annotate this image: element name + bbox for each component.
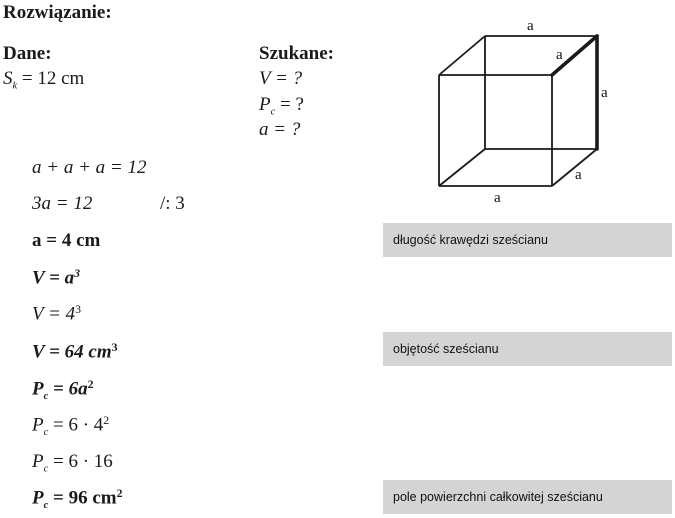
surface-result-rest: = 96 cm <box>48 487 117 509</box>
surface-sub-sub: c <box>43 427 49 439</box>
given-sk <box>3 68 84 92</box>
volume-sub-exp: 3 <box>75 303 81 316</box>
step-volume-result <box>32 341 118 363</box>
surface-formula-exp: 2 <box>87 378 94 391</box>
surface-sub-p: P <box>32 414 44 436</box>
sk-value: = 12 cm <box>17 68 85 89</box>
step-edge-result: a = 4 cm <box>32 230 101 251</box>
pc-symbol: P <box>259 94 271 115</box>
sought-pc <box>259 94 304 118</box>
cube-label-right: a <box>601 85 608 101</box>
note-edge-length: długość krawędzi sześcianu <box>383 223 672 257</box>
surface-sub-rest: = 6 · 4 <box>48 414 104 436</box>
surface-formula-sub: c <box>43 391 49 403</box>
cube-edge <box>439 36 485 75</box>
surface-result-p: P <box>32 487 44 509</box>
surface-mult-rest: = 6 · 16 <box>48 451 113 472</box>
sk-subscript: k <box>12 80 18 92</box>
surface-mult-sub: c <box>43 463 49 475</box>
sought-heading: Szukane: <box>259 43 334 64</box>
given-heading: Dane: <box>3 43 52 64</box>
note-surface-area: pole powierzchni całkowitej sześcianu <box>383 480 672 514</box>
cube-label-depth-top: a <box>556 47 563 63</box>
volume-sub-base: V = 4 <box>32 303 76 325</box>
step-surface-substitution <box>32 414 109 438</box>
volume-result-exp: 3 <box>111 341 118 354</box>
surface-mult-p: P <box>32 451 44 472</box>
surface-sub-exp: 2 <box>103 414 110 427</box>
step-sum: a + a + a = 12 <box>32 157 147 178</box>
step-volume-substitution <box>32 303 81 325</box>
pc-rest: = ? <box>275 94 304 115</box>
step-divide <box>32 193 92 215</box>
note-volume: objętość sześcianu <box>383 332 672 366</box>
surface-formula-rest: = 6a <box>48 378 88 400</box>
cube-label-depth-bottom: a <box>575 167 582 183</box>
volume-result-lhs: V = 64 cm <box>32 341 112 363</box>
step-divide-lhs: 3a = 12 <box>32 193 93 214</box>
cube-diagram <box>420 15 620 210</box>
surface-formula-p: P <box>32 378 44 400</box>
step-volume-formula <box>32 267 80 289</box>
step-surface-multiply <box>32 451 113 475</box>
step-surface-formula <box>32 378 93 402</box>
pc-subscript: c <box>270 106 276 118</box>
volume-formula-lhs: V = a <box>32 267 75 289</box>
volume-formula-exp: 3 <box>74 267 81 280</box>
cube-label-top: a <box>527 18 534 34</box>
sought-v: V = ? <box>259 68 303 89</box>
surface-result-exp: 2 <box>116 487 123 500</box>
sk-symbol: S <box>3 68 13 89</box>
cube-edge <box>439 149 485 186</box>
surface-result-sub: c <box>43 500 49 512</box>
sought-a: a = ? <box>259 119 301 140</box>
step-surface-result <box>32 487 122 511</box>
cube-label-bottom: a <box>494 190 501 206</box>
solution-title: Rozwiązanie: <box>3 2 112 23</box>
step-divide-op: /: 3 <box>160 193 185 214</box>
